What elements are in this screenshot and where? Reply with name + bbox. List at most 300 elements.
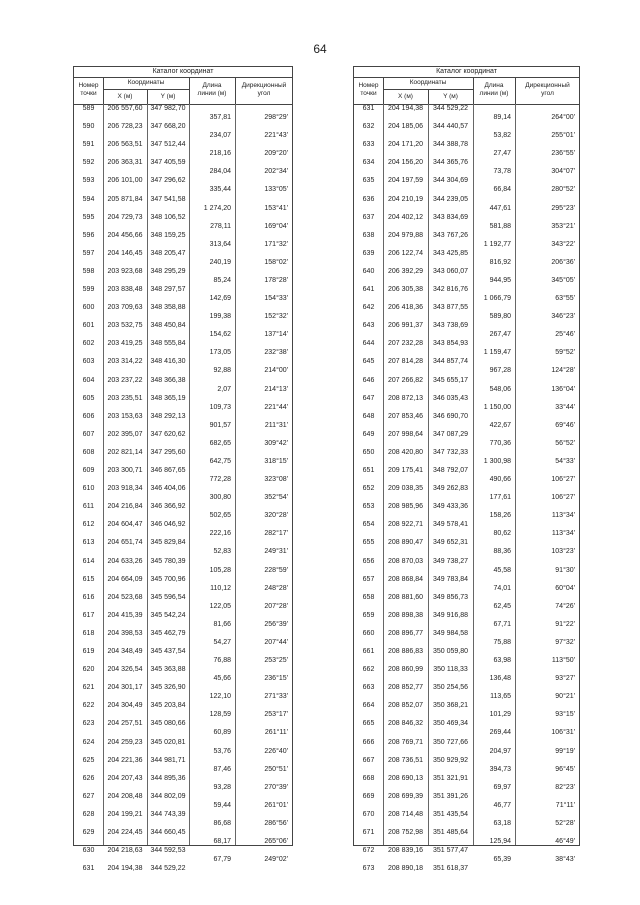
x-coordinate: 204 216,84 bbox=[107, 503, 143, 511]
x-coordinate: 208 852,07 bbox=[387, 702, 424, 710]
bearing-angle: 60°04' bbox=[555, 584, 575, 592]
coordinate-catalog-right bbox=[353, 66, 580, 873]
point-number: 614 bbox=[82, 557, 95, 565]
x-coordinate: 206 363,31 bbox=[107, 159, 143, 167]
point-number: 602 bbox=[82, 340, 95, 348]
x-coordinate: 204 218,63 bbox=[107, 847, 143, 855]
bearing-angle: 63°55' bbox=[555, 295, 575, 303]
line-length: 173,05 bbox=[209, 349, 231, 357]
bearing-angle: 207°28' bbox=[264, 602, 288, 610]
line-length: 45,66 bbox=[213, 675, 231, 683]
x-coordinate: 204 194,38 bbox=[107, 865, 143, 873]
y-coordinate: 345 829,84 bbox=[150, 539, 186, 547]
y-coordinate: 348 295,29 bbox=[150, 267, 186, 275]
y-coordinate: 351 618,37 bbox=[432, 865, 469, 873]
y-coordinate: 344 365,76 bbox=[432, 159, 469, 167]
y-coordinate: 347 295,60 bbox=[150, 448, 186, 456]
point-number: 651 bbox=[362, 467, 375, 474]
point-number: 625 bbox=[82, 756, 95, 764]
point-number: 636 bbox=[362, 195, 375, 203]
y-coordinate: 345 655,17 bbox=[432, 376, 469, 384]
line-length: 69,97 bbox=[493, 783, 511, 791]
x-coordinate: 204 523,68 bbox=[107, 593, 143, 601]
bearing-angle: 228°59' bbox=[264, 566, 288, 574]
x-coordinate: 208 839,16 bbox=[387, 847, 424, 855]
line-length: 27,47 bbox=[493, 150, 511, 158]
segment-row bbox=[354, 692, 579, 702]
point-number: 642 bbox=[362, 304, 375, 312]
bearing-angle: 221°43' bbox=[264, 132, 288, 140]
segment-row bbox=[74, 801, 292, 811]
segment-row bbox=[354, 222, 579, 232]
x-coordinate: 205 871,84 bbox=[107, 195, 143, 203]
point-number: 605 bbox=[82, 394, 95, 402]
bearing-angle: 202°34' bbox=[264, 168, 288, 176]
point-number: 659 bbox=[362, 611, 375, 619]
x-coordinate: 204 348,49 bbox=[107, 648, 143, 655]
x-coordinate: 208 714,48 bbox=[387, 810, 424, 818]
y-coordinate: 347 296,62 bbox=[150, 177, 186, 185]
segment-row bbox=[354, 185, 579, 195]
line-length: 89,14 bbox=[493, 114, 511, 122]
y-coordinate: 349 262,83 bbox=[432, 485, 469, 493]
line-length: 284,04 bbox=[209, 168, 231, 176]
segment-row bbox=[74, 547, 292, 557]
point-number: 653 bbox=[362, 503, 375, 511]
line-length: 93,28 bbox=[213, 783, 231, 791]
line-length: 87,46 bbox=[213, 765, 231, 773]
bearing-angle: 206°36' bbox=[551, 258, 575, 266]
bearing-angle: 261°01' bbox=[264, 801, 288, 809]
line-length: 357,81 bbox=[209, 114, 231, 122]
point-number: 622 bbox=[82, 702, 95, 710]
y-coordinate: 346 035,43 bbox=[432, 394, 469, 402]
line-length: 502,65 bbox=[209, 512, 231, 520]
x-coordinate: 204 664,09 bbox=[107, 575, 143, 583]
point-number: 640 bbox=[362, 267, 375, 275]
bearing-angle: 178°28' bbox=[264, 276, 288, 284]
bearing-angle: 91°22' bbox=[555, 620, 575, 628]
y-coordinate: 348 159,25 bbox=[150, 231, 186, 239]
y-coordinate: 351 577,47 bbox=[432, 847, 469, 855]
page-number: 64 bbox=[313, 42, 327, 56]
segment-row bbox=[74, 439, 292, 449]
bearing-angle: 91°30' bbox=[555, 566, 575, 574]
segment-row bbox=[74, 674, 292, 684]
y-coordinate: 350 059,80 bbox=[432, 648, 469, 655]
y-coordinate: 348 106,52 bbox=[150, 213, 186, 221]
line-length: 81,66 bbox=[213, 620, 231, 628]
point-number: 665 bbox=[362, 720, 375, 728]
x-coordinate: 206 392,29 bbox=[387, 267, 424, 275]
line-length: 62,45 bbox=[493, 602, 511, 610]
y-coordinate: 345 780,39 bbox=[150, 557, 186, 565]
segment-row bbox=[354, 149, 579, 159]
y-coordinate: 346 867,65 bbox=[150, 467, 186, 474]
y-coordinate: 344 743,39 bbox=[150, 810, 186, 818]
line-length: 772,28 bbox=[209, 476, 231, 484]
x-coordinate: 207 853,46 bbox=[387, 412, 424, 420]
segment-row bbox=[354, 529, 579, 539]
x-coordinate: 208 890,47 bbox=[387, 539, 424, 547]
bearing-angle: 343°22' bbox=[551, 240, 575, 248]
line-length: 158,26 bbox=[489, 512, 511, 520]
x-coordinate: 204 224,45 bbox=[107, 829, 143, 836]
y-coordinate: 345 700,96 bbox=[150, 575, 186, 583]
y-coordinate: 344 304,69 bbox=[432, 177, 469, 185]
bearing-angle: 255°01' bbox=[551, 132, 575, 140]
point-number: 631 bbox=[362, 105, 375, 112]
segment-row bbox=[354, 475, 579, 485]
x-coordinate: 204 604,47 bbox=[107, 521, 143, 529]
y-coordinate: 350 727,66 bbox=[432, 738, 469, 746]
line-length: 66,84 bbox=[493, 186, 511, 194]
point-number: 589 bbox=[82, 105, 95, 112]
point-number: 637 bbox=[362, 213, 375, 221]
bearing-angle: 158°02' bbox=[264, 258, 288, 266]
bearing-angle: 169°04' bbox=[264, 222, 288, 230]
point-number: 606 bbox=[82, 412, 95, 420]
segment-row bbox=[74, 620, 292, 630]
y-coordinate: 349 578,41 bbox=[432, 521, 469, 529]
x-coordinate: 206 557,60 bbox=[107, 105, 143, 112]
point-number: 666 bbox=[362, 738, 375, 746]
y-coordinate: 344 895,36 bbox=[150, 774, 186, 782]
line-length: 240,19 bbox=[209, 258, 231, 266]
point-number-header: Номер точки bbox=[358, 82, 379, 97]
point-number: 656 bbox=[362, 557, 375, 565]
point-number: 603 bbox=[82, 358, 95, 366]
point-number: 648 bbox=[362, 412, 375, 420]
line-length: 300,80 bbox=[209, 494, 231, 502]
line-length: 142,69 bbox=[209, 295, 231, 303]
x-coordinate: 204 207,43 bbox=[107, 774, 143, 782]
y-coordinate: 348 205,47 bbox=[150, 249, 186, 257]
segment-row bbox=[74, 819, 292, 829]
x-coordinate: 208 886,83 bbox=[387, 648, 424, 655]
bearing-angle: 106°27' bbox=[551, 494, 575, 502]
bearing-angle: 250°51' bbox=[264, 765, 288, 773]
y-coordinate: 344 981,71 bbox=[150, 756, 186, 764]
y-coordinate: 348 297,57 bbox=[150, 286, 186, 293]
x-coordinate: 203 709,63 bbox=[107, 304, 143, 312]
x-coordinate: 206 563,51 bbox=[107, 141, 143, 149]
point-number: 607 bbox=[82, 430, 95, 438]
point-number: 627 bbox=[82, 792, 95, 800]
y-coordinate: 343 060,07 bbox=[432, 267, 469, 275]
segment-row bbox=[354, 602, 579, 612]
x-coordinate: 204 326,54 bbox=[107, 666, 143, 674]
x-coordinate: 208 420,80 bbox=[387, 448, 424, 456]
line-length: 128,59 bbox=[209, 711, 231, 719]
line-length: 581,88 bbox=[489, 222, 511, 230]
line-length: 65,39 bbox=[493, 856, 511, 864]
segment-row bbox=[74, 330, 292, 340]
point-number: 654 bbox=[362, 521, 375, 529]
point-number: 670 bbox=[362, 810, 375, 818]
bearing-angle: 280°52' bbox=[551, 186, 575, 194]
segment-row bbox=[354, 457, 579, 467]
x-coordinate: 203 918,34 bbox=[107, 485, 143, 493]
bearing-angle: 171°32' bbox=[264, 240, 288, 248]
segment-row bbox=[354, 276, 579, 286]
point-number: 623 bbox=[82, 720, 95, 728]
point-number: 633 bbox=[362, 141, 375, 149]
point-number: 613 bbox=[82, 539, 95, 547]
segment-row bbox=[354, 348, 579, 358]
segment-row bbox=[74, 403, 292, 413]
point-number: 652 bbox=[362, 485, 375, 493]
segment-row bbox=[74, 222, 292, 232]
y-coordinate: 349 783,84 bbox=[432, 575, 469, 583]
segment-row bbox=[354, 131, 579, 141]
x-coordinate: 208 860,99 bbox=[387, 666, 424, 674]
y-coordinate: 343 854,93 bbox=[432, 340, 469, 348]
point-number: 661 bbox=[362, 648, 375, 655]
y-coordinate: 348 416,30 bbox=[150, 358, 186, 366]
point-number: 594 bbox=[82, 195, 95, 203]
segment-row bbox=[74, 258, 292, 268]
bearing-angle: 46°49' bbox=[555, 838, 575, 846]
line-length: 548,06 bbox=[489, 385, 511, 393]
point-number: 668 bbox=[362, 774, 375, 782]
x-coordinate: 206 418,36 bbox=[387, 304, 424, 312]
x-header: X (м) bbox=[398, 93, 413, 100]
segment-row bbox=[74, 294, 292, 304]
bearing-angle: 304°07' bbox=[551, 168, 575, 176]
x-coordinate: 203 314,22 bbox=[107, 358, 143, 366]
segment-row bbox=[74, 366, 292, 376]
bearing-angle: 59°52' bbox=[555, 349, 575, 357]
segment-row bbox=[74, 421, 292, 431]
bearing-angle: 211°31' bbox=[264, 421, 288, 429]
bearing-angle: 82°23' bbox=[555, 783, 575, 791]
line-length: 60,89 bbox=[213, 729, 231, 737]
x-coordinate: 204 301,17 bbox=[107, 684, 143, 692]
segment-row bbox=[74, 167, 292, 177]
x-coordinate: 207 998,64 bbox=[387, 430, 424, 438]
y-coordinate: 347 512,44 bbox=[150, 141, 186, 149]
x-coordinate: 208 846,32 bbox=[387, 720, 424, 728]
line-length: 218,16 bbox=[209, 150, 231, 158]
point-number: 604 bbox=[82, 376, 95, 384]
y-coordinate: 349 984,58 bbox=[432, 629, 469, 637]
line-length: 967,28 bbox=[489, 367, 511, 375]
line-length: 1 274,20 bbox=[203, 204, 231, 212]
bearing-angle: 265°06' bbox=[264, 838, 288, 846]
segment-row bbox=[74, 529, 292, 539]
y-header: Y (м) bbox=[443, 93, 458, 100]
point-number: 595 bbox=[82, 213, 95, 221]
point-number: 618 bbox=[82, 629, 95, 637]
point-number: 619 bbox=[82, 648, 95, 655]
bearing-angle: 25°46' bbox=[555, 331, 575, 339]
bearing-angle: 113°50' bbox=[551, 657, 575, 665]
point-number: 632 bbox=[362, 123, 375, 131]
y-coordinate: 348 366,38 bbox=[150, 376, 186, 384]
bearing-angle: 232°38' bbox=[264, 349, 288, 357]
bearing-angle: 214°00' bbox=[264, 367, 288, 375]
point-number: 667 bbox=[362, 756, 375, 764]
point-number: 629 bbox=[82, 829, 95, 836]
bearing-angle: 106°27' bbox=[551, 476, 575, 484]
point-number: 596 bbox=[82, 231, 95, 239]
line-length: 1 159,47 bbox=[483, 349, 511, 357]
bearing-angle: 71°11' bbox=[555, 801, 575, 809]
point-number: 624 bbox=[82, 738, 95, 746]
line-length: 770,36 bbox=[489, 439, 511, 447]
y-coordinate: 350 469,34 bbox=[432, 720, 469, 728]
bearing-angle: 33°44' bbox=[555, 403, 575, 411]
x-coordinate: 204 208,48 bbox=[107, 792, 143, 800]
line-length: 682,65 bbox=[209, 439, 231, 447]
bearing-angle: 133°05' bbox=[264, 186, 288, 194]
y-coordinate: 342 816,76 bbox=[432, 286, 469, 293]
segment-row bbox=[74, 584, 292, 594]
point-number: 638 bbox=[362, 231, 375, 239]
x-coordinate: 208 699,39 bbox=[387, 792, 424, 800]
x-coordinate: 204 221,36 bbox=[107, 756, 143, 764]
y-coordinate: 344 529,22 bbox=[432, 105, 469, 112]
x-coordinate: 204 185,06 bbox=[387, 123, 424, 131]
line-length: 63,98 bbox=[493, 657, 511, 665]
x-coordinate: 208 881,60 bbox=[387, 593, 424, 601]
coordinates-header: Координаты bbox=[409, 79, 447, 86]
point-number: 611 bbox=[82, 503, 95, 511]
segment-row bbox=[354, 547, 579, 557]
x-coordinate: 204 146,45 bbox=[107, 249, 143, 257]
segment-row bbox=[74, 783, 292, 793]
y-coordinate: 345 462,79 bbox=[150, 629, 186, 637]
line-length: 59,44 bbox=[213, 801, 231, 809]
x-coordinate: 208 985,96 bbox=[387, 503, 424, 511]
bearing-angle: 221°44' bbox=[264, 403, 288, 411]
line-length: 1 300,98 bbox=[483, 457, 511, 465]
point-number: 612 bbox=[82, 521, 95, 529]
segment-row bbox=[354, 747, 579, 757]
segment-row bbox=[74, 765, 292, 775]
point-number: 631 bbox=[82, 865, 95, 873]
point-number: 663 bbox=[362, 684, 375, 692]
x-coordinate: 203 300,71 bbox=[107, 467, 143, 474]
segment-row bbox=[354, 113, 579, 123]
segment-row bbox=[74, 692, 292, 702]
point-number: 617 bbox=[82, 611, 95, 619]
point-number: 673 bbox=[362, 865, 375, 873]
point-number: 658 bbox=[362, 593, 375, 601]
bearing-angle: 261°11' bbox=[264, 729, 288, 737]
segment-row bbox=[74, 457, 292, 467]
bearing-angle: 323°08' bbox=[264, 476, 288, 484]
x-coordinate: 207 232,28 bbox=[387, 340, 424, 348]
line-length: 944,95 bbox=[489, 276, 511, 284]
line-length: 80,62 bbox=[493, 530, 511, 538]
point-number: 626 bbox=[82, 774, 95, 782]
segment-row bbox=[354, 620, 579, 630]
length-header: Длина линии (м) bbox=[479, 82, 509, 97]
x-coordinate: 208 769,71 bbox=[387, 738, 424, 746]
y-coordinate: 347 405,59 bbox=[150, 159, 186, 167]
line-length: 234,07 bbox=[209, 132, 231, 140]
x-coordinate: 204 398,53 bbox=[107, 629, 143, 637]
segment-row bbox=[74, 312, 292, 322]
point-number: 609 bbox=[82, 467, 95, 474]
segment-row bbox=[74, 638, 292, 648]
bearing-angle: 69°46' bbox=[555, 421, 575, 429]
segment-row bbox=[354, 674, 579, 684]
x-coordinate: 206 101,00 bbox=[107, 177, 143, 185]
bearing-angle: 154°33' bbox=[264, 295, 288, 303]
x-coordinate: 208 752,98 bbox=[387, 829, 424, 836]
y-coordinate: 347 087,29 bbox=[432, 430, 469, 438]
segment-row bbox=[74, 385, 292, 395]
bearing-angle: 271°33' bbox=[264, 693, 288, 701]
y-coordinate: 351 435,54 bbox=[432, 810, 469, 818]
y-coordinate: 348 792,07 bbox=[432, 467, 469, 474]
segment-row bbox=[74, 656, 292, 666]
point-row bbox=[74, 864, 292, 874]
bearing-angle: 136°04' bbox=[551, 385, 575, 393]
point-number: 610 bbox=[82, 485, 95, 493]
x-coordinate: 204 259,23 bbox=[107, 738, 143, 746]
bearing-angle: 96°45' bbox=[555, 765, 575, 773]
y-coordinate: 348 292,13 bbox=[150, 412, 186, 420]
bearing-angle: 264°00' bbox=[551, 114, 575, 122]
bearing-angle: 113°34' bbox=[551, 530, 575, 538]
line-length: 335,44 bbox=[209, 186, 231, 194]
bearing-angle: 236°55' bbox=[551, 150, 575, 158]
segment-row bbox=[354, 204, 579, 214]
x-coordinate: 204 197,59 bbox=[387, 177, 424, 185]
line-length: 2,07 bbox=[217, 385, 231, 393]
line-length: 105,28 bbox=[209, 566, 231, 574]
x-coordinate: 208 898,38 bbox=[387, 611, 424, 619]
line-length: 85,24 bbox=[213, 276, 231, 284]
y-coordinate: 344 529,22 bbox=[150, 865, 186, 873]
bearing-header: Дирекционный угол bbox=[525, 82, 570, 97]
segment-row bbox=[74, 602, 292, 612]
y-coordinate: 347 668,20 bbox=[150, 123, 186, 131]
line-length: 53,76 bbox=[213, 747, 231, 755]
bearing-angle: 345°05' bbox=[551, 276, 575, 284]
y-coordinate: 344 857,74 bbox=[432, 358, 469, 366]
bearing-angle: 318°15' bbox=[264, 457, 288, 465]
y-coordinate: 351 485,64 bbox=[432, 829, 469, 836]
bearing-angle: 295°23' bbox=[551, 204, 575, 212]
y-coordinate: 345 437,54 bbox=[150, 648, 186, 655]
line-length: 589,80 bbox=[489, 313, 511, 321]
y-coordinate: 344 802,09 bbox=[150, 792, 186, 800]
bearing-angle: 214°13' bbox=[264, 385, 288, 393]
segment-row bbox=[74, 566, 292, 576]
line-length: 313,64 bbox=[209, 240, 231, 248]
x-coordinate: 208 922,71 bbox=[387, 521, 424, 529]
bearing-angle: 346°23' bbox=[551, 313, 575, 321]
length-header: Длина линии (м) bbox=[197, 82, 227, 97]
line-length: 278,11 bbox=[210, 222, 231, 230]
bearing-angle: 106°31' bbox=[551, 729, 575, 737]
point-number: 646 bbox=[362, 376, 375, 384]
x-coordinate: 208 870,03 bbox=[387, 557, 424, 565]
line-length: 901,57 bbox=[209, 421, 231, 429]
segment-row bbox=[354, 167, 579, 177]
line-length: 63,18 bbox=[493, 819, 511, 827]
line-length: 113,65 bbox=[490, 693, 511, 701]
bearing-angle: 56°52' bbox=[555, 439, 575, 447]
y-coordinate: 348 365,19 bbox=[150, 394, 186, 402]
segment-row bbox=[354, 728, 579, 738]
y-coordinate: 346 366,92 bbox=[150, 503, 186, 511]
